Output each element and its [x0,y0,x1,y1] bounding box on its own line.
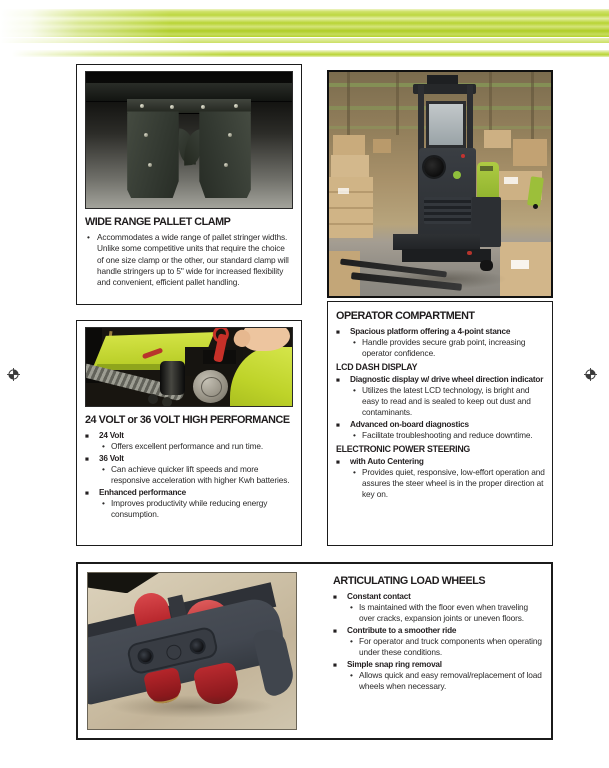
square-bullet: ■ [336,328,340,336]
registration-mark-icon [7,368,20,381]
subsection-heading: ELECTRONIC POWER STEERING [336,444,471,454]
feature-label: with Auto Centering [350,457,424,466]
shelf-post [489,72,492,139]
clamp-plate-left [127,111,179,198]
warehouse-box [331,155,369,180]
section-heading: OPERATOR COMPARTMENT [336,310,475,322]
feature-label: Advanced on-board diagnostics [350,420,469,429]
floor-shadow [109,695,275,718]
square-bullet: ■ [85,432,89,440]
rivet [148,163,152,167]
subsection-heading: LCD DASH DISPLAY [336,362,418,372]
feature-detail: Allows quick and easy removal/replacement of load wheels when necessary. [359,670,542,691]
bolt [190,640,204,654]
feature-item [85,487,293,520]
vent-grille [424,197,471,224]
load-wheels-text [333,568,545,692]
feature-item [336,456,546,500]
square-bullet: ■ [333,593,337,601]
gray-cap [193,370,228,403]
feature-detail: For operator and truck components when operating under these conditions. [359,636,542,657]
arm-end-cap [252,626,297,697]
square-bullet: ■ [85,489,89,497]
shelf-post [347,72,350,139]
feature-item [333,591,545,624]
section-heading: WIDE RANGE PALLET CLAMP [85,216,231,228]
bullet-dot: • [102,441,105,451]
bullet-text: Accommodates a wide range of pallet stringer widths. Unlike some competitive units that require the choice of one size clamp or the other, our standard clamp will handle stringers up to 5" wide for increased flexibility and convenient, efficient pallet handling. [97,232,289,288]
square-bullet: ■ [336,376,340,384]
feature-label: Contribute to a smoother ride [347,626,457,635]
black-cylinder [160,361,185,395]
feature-detail: Utilizes the latest LCD technology, is bright and easy to read and is sealed to keep out dust and contaminants. [362,385,531,417]
square-bullet: ■ [336,458,340,466]
registration-mark-icon [584,368,597,381]
feature-detail: Provides quiet, responsive, low-effort operation and assures the steer wheel is in the proper direction at key on. [362,467,545,499]
bullet-dot: • [353,467,356,477]
section-heading: ARTICULATING LOAD WHEELS [333,575,486,587]
bullet-dot: • [350,636,353,646]
feature-item [336,419,546,441]
top-banner-stripe [0,9,609,37]
feature-detail: Facilitate troubleshooting and reduce downtime. [362,430,533,440]
bullet-dot: • [102,498,105,508]
bullet-dot: • [350,670,353,680]
feature-label: 24 Volt [99,431,124,440]
pallet-stack [329,177,373,237]
feature-detail: Is maintained with the floor even when traveling over cracks, expansion joints or uneven floors. [359,602,529,623]
bullet-dot: • [353,385,356,395]
feature-item [85,453,293,486]
pallet-clamp-section [76,64,302,305]
feature-item [333,625,545,658]
top-banner-substripe [0,38,609,43]
feature-label: Constant contact [347,592,411,601]
square-bullet: ■ [85,455,89,463]
load-wheels-section [76,562,553,740]
feature-item [85,430,293,452]
bullet-dot: • [353,337,356,347]
feature-item [333,659,545,692]
operator-compartment-section [327,301,553,546]
warehouse-box [333,135,364,155]
rivet [140,104,144,108]
knob [148,394,158,404]
order-picker-photo-frame [327,70,553,298]
section-heading: 24 VOLT or 36 VOLT HIGH PERFORMANCE [85,414,290,426]
feature-item [336,326,546,359]
bolt [137,650,151,664]
bullet-item [85,232,293,288]
panel-label [480,166,493,170]
feature-detail: Can achieve quicker lift speeds and more responsive acceleration with higher Kwh batteries. [111,464,290,485]
warehouse-box [484,130,511,148]
clamp-mount-rail [127,99,251,113]
load-wheels-photo [87,572,297,730]
cab-window [426,101,466,148]
truck-shadow-corner [88,573,159,593]
shelf-post [396,72,399,135]
steer-wheel [480,260,493,271]
voltage-section [76,320,302,546]
feature-label: Spacious platform offering a 4-point stance [350,327,511,336]
square-bullet: ■ [333,661,337,669]
tail-light [467,251,472,255]
red-button [461,154,465,158]
square-bullet: ■ [336,421,340,429]
bullet-dot: • [102,464,105,474]
bullet-dot: • [350,602,353,612]
walkie-wheel [533,204,538,209]
order-picker-photo [329,72,551,296]
feature-detail: Offers excellent performance and run time. [111,441,264,451]
feature-detail: Handle provides secure grab point, increasing operator confidence. [362,337,526,358]
bullet-dot: • [353,430,356,440]
box-label [511,260,529,269]
green-walkie [527,176,544,207]
box-label [338,188,349,194]
shelf-post [531,72,534,144]
operator-platform [393,234,480,250]
center-recess [164,643,182,661]
square-bullet: ■ [333,627,337,635]
green-knob [453,171,461,179]
knob [162,397,172,407]
feature-label: 36 Volt [99,454,124,463]
box-label [504,177,517,184]
feature-label: Diagnostic display w/ drive wheel direction indicator [350,375,544,384]
battery-compartment-photo [85,327,293,407]
warehouse-box [500,242,551,296]
warehouse-box [373,139,391,152]
feature-detail: Improves productivity while reducing energy consumption. [111,498,268,519]
pallet-clamp-photo [85,71,293,209]
rivet [144,133,148,137]
warehouse-box [513,139,546,166]
feature-item [336,374,546,418]
truck-base [402,249,491,262]
bullet-dot: • [87,232,90,242]
feature-label: Enhanced performance [99,488,186,497]
feature-label: Simple snap ring removal [347,660,442,669]
clamp-plate-right [199,111,251,198]
top-banner-thin-stripe [0,50,609,57]
